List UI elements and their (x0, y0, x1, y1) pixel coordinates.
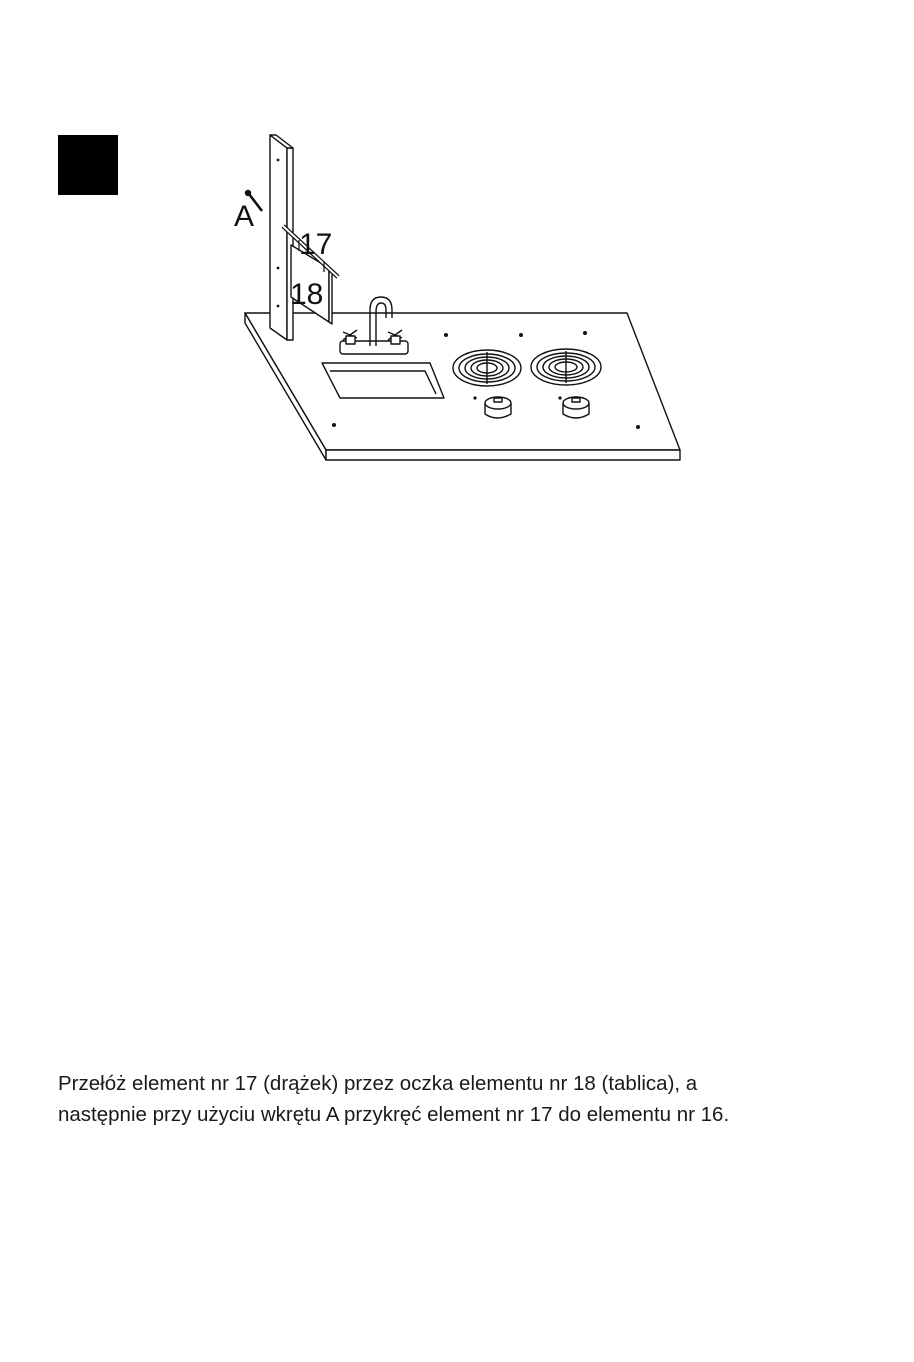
countertop-board (245, 313, 680, 460)
screw-label: A (234, 200, 255, 233)
instruction-line-1: Przełóż element nr 17 (drążek) przez oczka elementu nr 18 (tablica), a (58, 1072, 698, 1095)
rod-label: 17 (299, 228, 333, 261)
board-label: 18 (290, 278, 324, 311)
knob-left (485, 397, 511, 418)
instruction-line-2: następnie przy użyciu wkrętu A przykręć element nr 17 do elementu nr 16. (58, 1103, 730, 1126)
assembly-illustration (0, 0, 914, 520)
knob-right (563, 397, 589, 418)
burner-left (453, 350, 521, 386)
burner-right (531, 349, 601, 385)
instruction-text (58, 1068, 878, 1130)
sink-basin (322, 363, 444, 398)
